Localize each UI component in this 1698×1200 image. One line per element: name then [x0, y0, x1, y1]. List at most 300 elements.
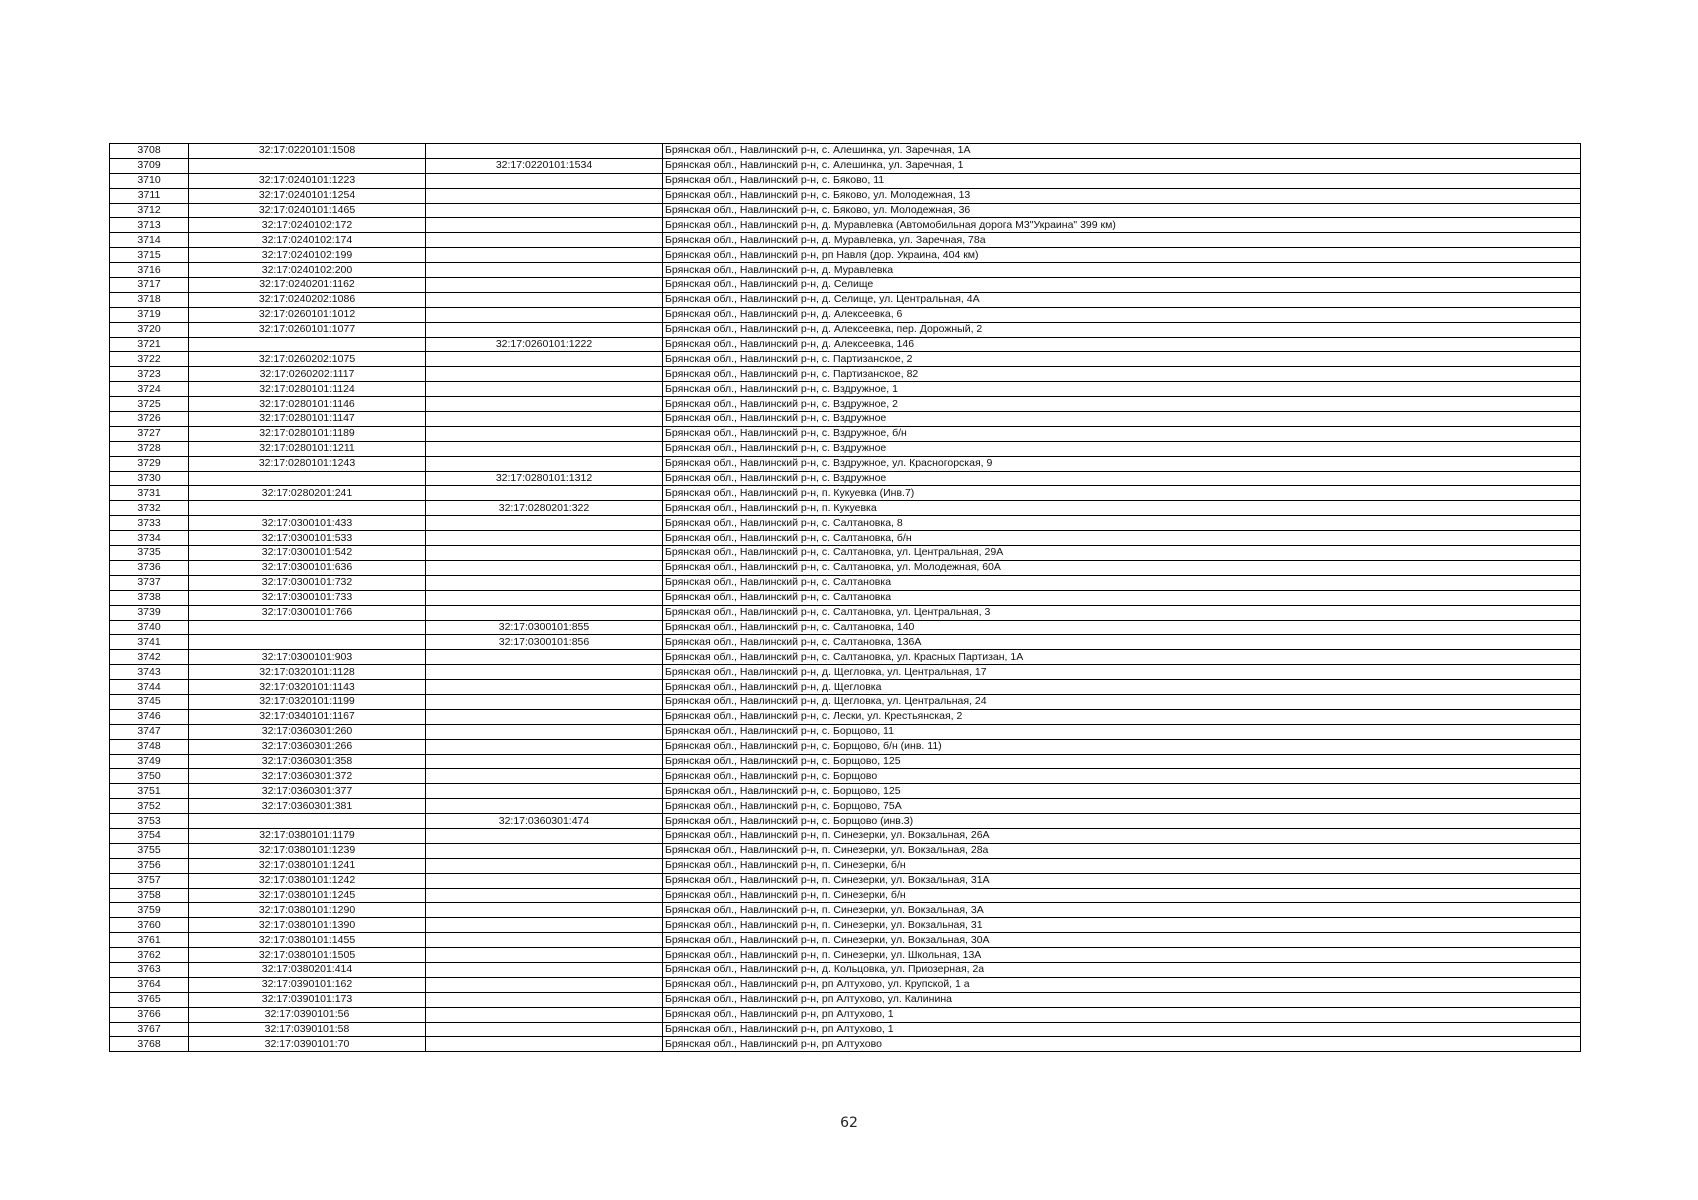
cadastral-number-alt: 32:17:0360301:474 — [426, 814, 663, 829]
row-number: 3763 — [110, 962, 189, 977]
cadastral-number: 32:17:0300101:542 — [189, 546, 426, 561]
table-row — [110, 635, 1581, 650]
address: Брянская обл., Навлинский р-н, д. Алексеевка, 146 — [663, 337, 1581, 352]
table-row — [110, 560, 1581, 575]
cadastral-number-alt — [426, 233, 663, 248]
cadastral-number: 32:17:0240102:172 — [189, 218, 426, 233]
table-row — [110, 769, 1581, 784]
address: Брянская обл., Навлинский р-н, с. Вздружное, б/н — [663, 426, 1581, 441]
table-row — [110, 784, 1581, 799]
table-row — [110, 709, 1581, 724]
row-number: 3733 — [110, 516, 189, 531]
row-number: 3756 — [110, 858, 189, 873]
cadastral-number: 32:17:0390101:173 — [189, 992, 426, 1007]
cadastral-number-alt — [426, 590, 663, 605]
address: Брянская обл., Навлинский р-н, с. Бяково, ул. Молодежная, 13 — [663, 188, 1581, 203]
address: Брянская обл., Навлинский р-н, д. Алексеевка, пер. Дорожный, 2 — [663, 322, 1581, 337]
address: Брянская обл., Навлинский р-н, с. Борщово, 125 — [663, 784, 1581, 799]
cadastral-number: 32:17:0390101:58 — [189, 1022, 426, 1037]
address: Брянская обл., Навлинский р-н, с. Салтановка — [663, 590, 1581, 605]
cadastral-number — [189, 337, 426, 352]
table-row — [110, 962, 1581, 977]
cadastral-number: 32:17:0260101:1012 — [189, 307, 426, 322]
address: Брянская обл., Навлинский р-н, с. Бяково, 11 — [663, 173, 1581, 188]
row-number: 3716 — [110, 263, 189, 278]
address: Брянская обл., Навлинский р-н, рп Алтухово, 1 — [663, 1007, 1581, 1022]
row-number: 3740 — [110, 620, 189, 635]
row-number: 3743 — [110, 665, 189, 680]
table-row — [110, 694, 1581, 709]
cadastral-number: 32:17:0280101:1146 — [189, 397, 426, 412]
cadastral-number: 32:17:0240102:199 — [189, 248, 426, 263]
table-row — [110, 605, 1581, 620]
table-row — [110, 144, 1581, 159]
table-row — [110, 426, 1581, 441]
table-row — [110, 754, 1581, 769]
address: Брянская обл., Навлинский р-н, д. Щегловка — [663, 680, 1581, 695]
row-number: 3747 — [110, 724, 189, 739]
cadastral-number-alt: 32:17:0280101:1312 — [426, 471, 663, 486]
address: Брянская обл., Навлинский р-н, п. Синезерки, ул. Вокзальная, 26А — [663, 828, 1581, 843]
table-row — [110, 546, 1581, 561]
row-number: 3732 — [110, 501, 189, 516]
cadastral-number: 32:17:0380101:1390 — [189, 918, 426, 933]
row-number: 3757 — [110, 873, 189, 888]
address: Брянская обл., Навлинский р-н, с. Вздружное — [663, 412, 1581, 427]
cadastral-number-alt — [426, 516, 663, 531]
address: Брянская обл., Навлинский р-н, рп Алтухово — [663, 1037, 1581, 1052]
cadastral-number-alt — [426, 962, 663, 977]
cadastral-number-alt — [426, 918, 663, 933]
table-row — [110, 590, 1581, 605]
table-row — [110, 367, 1581, 382]
table-row — [110, 620, 1581, 635]
address: Брянская обл., Навлинский р-н, с. Алешинка, ул. Заречная, 1 — [663, 158, 1581, 173]
address: Брянская обл., Навлинский р-н, п. Синезерки, ул. Вокзальная, 28а — [663, 843, 1581, 858]
address: Брянская обл., Навлинский р-н, с. Вздружное, 1 — [663, 382, 1581, 397]
cadastral-number: 32:17:0380101:1455 — [189, 933, 426, 948]
cadastral-number-alt — [426, 486, 663, 501]
cadastral-number-alt — [426, 560, 663, 575]
row-number: 3714 — [110, 233, 189, 248]
row-number: 3768 — [110, 1037, 189, 1052]
cadastral-number-alt — [426, 799, 663, 814]
cadastral-number — [189, 471, 426, 486]
cadastral-number: 32:17:0380101:1290 — [189, 903, 426, 918]
cadastral-number: 32:17:0220101:1508 — [189, 144, 426, 159]
table-row — [110, 828, 1581, 843]
address: Брянская обл., Навлинский р-н, с. Борщово, 125 — [663, 754, 1581, 769]
address: Брянская обл., Навлинский р-н, с. Партизанское, 82 — [663, 367, 1581, 382]
address: Брянская обл., Навлинский р-н, рп Алтухово, ул. Калинина — [663, 992, 1581, 1007]
address: Брянская обл., Навлинский р-н, с. Вздружное, ул. Красногорская, 9 — [663, 456, 1581, 471]
cadastral-number-alt — [426, 546, 663, 561]
cadastral-number-alt — [426, 173, 663, 188]
row-number: 3734 — [110, 531, 189, 546]
table-row — [110, 903, 1581, 918]
cadastral-number: 32:17:0360301:358 — [189, 754, 426, 769]
table-row — [110, 307, 1581, 322]
table-row — [110, 575, 1581, 590]
cadastral-number-alt — [426, 412, 663, 427]
cadastral-number-alt — [426, 441, 663, 456]
cadastral-number-alt — [426, 1037, 663, 1052]
address: Брянская обл., Навлинский р-н, п. Синезерки, ул. Школьная, 13А — [663, 948, 1581, 963]
address: Брянская обл., Навлинский р-н, п. Синезерки, ул. Вокзальная, 31 — [663, 918, 1581, 933]
row-number: 3744 — [110, 680, 189, 695]
cadastral-number-alt — [426, 307, 663, 322]
cadastral-number: 32:17:0380101:1239 — [189, 843, 426, 858]
cadastral-number: 32:17:0360301:260 — [189, 724, 426, 739]
table-row — [110, 173, 1581, 188]
cadastral-number: 32:17:0280101:1124 — [189, 382, 426, 397]
address: Брянская обл., Навлинский р-н, с. Салтановка, 140 — [663, 620, 1581, 635]
row-number: 3722 — [110, 352, 189, 367]
cadastral-number-alt — [426, 665, 663, 680]
cadastral-number-alt — [426, 739, 663, 754]
table-row — [110, 263, 1581, 278]
row-number: 3723 — [110, 367, 189, 382]
table-row — [110, 158, 1581, 173]
table-row — [110, 501, 1581, 516]
cadastral-number: 32:17:0240101:1465 — [189, 203, 426, 218]
cadastral-number: 32:17:0360301:377 — [189, 784, 426, 799]
table-row — [110, 486, 1581, 501]
row-number: 3752 — [110, 799, 189, 814]
cadastral-number-alt — [426, 426, 663, 441]
cadastral-number — [189, 814, 426, 829]
cadastral-number-alt — [426, 144, 663, 159]
cadastral-number: 32:17:0380101:1179 — [189, 828, 426, 843]
cadastral-number: 32:17:0380101:1505 — [189, 948, 426, 963]
cadastral-number-alt — [426, 724, 663, 739]
address: Брянская обл., Навлинский р-н, д. Кольцовка, ул. Приозерная, 2а — [663, 962, 1581, 977]
cadastral-number: 32:17:0360301:266 — [189, 739, 426, 754]
row-number: 3750 — [110, 769, 189, 784]
address: Брянская обл., Навлинский р-н, д. Щегловка, ул. Центральная, 24 — [663, 694, 1581, 709]
address: Брянская обл., Навлинский р-н, д. Муравлевка (Автомобильная дорога М3"Украина" 399 км) — [663, 218, 1581, 233]
cadastral-number-alt — [426, 218, 663, 233]
address: Брянская обл., Навлинский р-н, д. Щегловка, ул. Центральная, 17 — [663, 665, 1581, 680]
cadastral-number — [189, 158, 426, 173]
registry-table-body — [110, 144, 1581, 1052]
address: Брянская обл., Навлинский р-н, с. Салтановка — [663, 575, 1581, 590]
table-row — [110, 1007, 1581, 1022]
address: Брянская обл., Навлинский р-н, д. Муравлевка — [663, 263, 1581, 278]
cadastral-number-alt: 32:17:0280201:322 — [426, 501, 663, 516]
cadastral-number: 32:17:0320101:1143 — [189, 680, 426, 695]
cadastral-number: 32:17:0240102:174 — [189, 233, 426, 248]
address: Брянская обл., Навлинский р-н, с. Вздружное, 2 — [663, 397, 1581, 412]
cadastral-number: 32:17:0300101:732 — [189, 575, 426, 590]
cadastral-number-alt — [426, 263, 663, 278]
cadastral-number-alt — [426, 694, 663, 709]
cadastral-number-alt — [426, 650, 663, 665]
address: Брянская обл., Навлинский р-н, п. Синезерки, б/н — [663, 858, 1581, 873]
address: Брянская обл., Навлинский р-н, п. Кукуевка (Инв.7) — [663, 486, 1581, 501]
cadastral-number: 32:17:0300101:733 — [189, 590, 426, 605]
row-number: 3767 — [110, 1022, 189, 1037]
row-number: 3753 — [110, 814, 189, 829]
table-row — [110, 531, 1581, 546]
table-row — [110, 933, 1581, 948]
row-number: 3754 — [110, 828, 189, 843]
cadastral-number: 32:17:0240201:1162 — [189, 278, 426, 293]
cadastral-number-alt — [426, 188, 663, 203]
row-number: 3761 — [110, 933, 189, 948]
row-number: 3709 — [110, 158, 189, 173]
row-number: 3738 — [110, 590, 189, 605]
cadastral-number-alt — [426, 575, 663, 590]
cadastral-number-alt — [426, 292, 663, 307]
table-row — [110, 292, 1581, 307]
cadastral-number-alt — [426, 858, 663, 873]
row-number: 3725 — [110, 397, 189, 412]
cadastral-number: 32:17:0280101:1243 — [189, 456, 426, 471]
table-row — [110, 873, 1581, 888]
cadastral-number-alt — [426, 322, 663, 337]
row-number: 3724 — [110, 382, 189, 397]
row-number: 3712 — [110, 203, 189, 218]
table-row — [110, 441, 1581, 456]
row-number: 3759 — [110, 903, 189, 918]
cadastral-number: 32:17:0260202:1117 — [189, 367, 426, 382]
address: Брянская обл., Навлинский р-н, д. Муравлевка, ул. Заречная, 78а — [663, 233, 1581, 248]
address: Брянская обл., Навлинский р-н, с. Салтановка, ул. Центральная, 3 — [663, 605, 1581, 620]
cadastral-number-alt — [426, 843, 663, 858]
address: Брянская обл., Навлинский р-н, п. Кукуевка — [663, 501, 1581, 516]
table-row — [110, 665, 1581, 680]
cadastral-number-alt — [426, 992, 663, 1007]
cadastral-number: 32:17:0380101:1241 — [189, 858, 426, 873]
cadastral-number: 32:17:0260202:1075 — [189, 352, 426, 367]
cadastral-number-alt — [426, 903, 663, 918]
table-row — [110, 322, 1581, 337]
row-number: 3711 — [110, 188, 189, 203]
row-number: 3739 — [110, 605, 189, 620]
registry-table — [109, 143, 1581, 1052]
cadastral-number-alt — [426, 769, 663, 784]
table-row — [110, 233, 1581, 248]
row-number: 3762 — [110, 948, 189, 963]
address: Брянская обл., Навлинский р-н, с. Салтановка, 8 — [663, 516, 1581, 531]
row-number: 3721 — [110, 337, 189, 352]
cadastral-number-alt — [426, 888, 663, 903]
cadastral-number-alt — [426, 933, 663, 948]
cadastral-number-alt — [426, 977, 663, 992]
table-row — [110, 337, 1581, 352]
address: Брянская обл., Навлинский р-н, с. Салтановка, 136А — [663, 635, 1581, 650]
table-row — [110, 516, 1581, 531]
table-row — [110, 843, 1581, 858]
address: Брянская обл., Навлинский р-н, с. Вздружное — [663, 471, 1581, 486]
row-number: 3737 — [110, 575, 189, 590]
cadastral-number-alt — [426, 709, 663, 724]
cadastral-number-alt — [426, 382, 663, 397]
table-row — [110, 412, 1581, 427]
address: Брянская обл., Навлинский р-н, с. Алешинка, ул. Заречная, 1А — [663, 144, 1581, 159]
cadastral-number-alt — [426, 456, 663, 471]
cadastral-number: 32:17:0320101:1199 — [189, 694, 426, 709]
cadastral-number: 32:17:0390101:162 — [189, 977, 426, 992]
row-number: 3727 — [110, 426, 189, 441]
cadastral-number-alt — [426, 278, 663, 293]
cadastral-number: 32:17:0300101:766 — [189, 605, 426, 620]
cadastral-number-alt: 32:17:0300101:855 — [426, 620, 663, 635]
row-number: 3741 — [110, 635, 189, 650]
address: Брянская обл., Навлинский р-н, с. Борщово, 75А — [663, 799, 1581, 814]
table-row — [110, 397, 1581, 412]
row-number: 3755 — [110, 843, 189, 858]
cadastral-number-alt — [426, 605, 663, 620]
cadastral-number — [189, 620, 426, 635]
cadastral-number: 32:17:0300101:533 — [189, 531, 426, 546]
cadastral-number-alt — [426, 948, 663, 963]
row-number: 3748 — [110, 739, 189, 754]
cadastral-number: 32:17:0260101:1077 — [189, 322, 426, 337]
row-number: 3745 — [110, 694, 189, 709]
address: Брянская обл., Навлинский р-н, п. Синезерки, ул. Вокзальная, 31А — [663, 873, 1581, 888]
address: Брянская обл., Навлинский р-н, д. Селище — [663, 278, 1581, 293]
cadastral-number: 32:17:0360301:381 — [189, 799, 426, 814]
cadastral-number: 32:17:0280201:241 — [189, 486, 426, 501]
row-number: 3749 — [110, 754, 189, 769]
table-row — [110, 471, 1581, 486]
table-row — [110, 218, 1581, 233]
cadastral-number: 32:17:0300101:636 — [189, 560, 426, 575]
cadastral-number-alt — [426, 352, 663, 367]
cadastral-number: 32:17:0360301:372 — [189, 769, 426, 784]
table-row — [110, 739, 1581, 754]
table-row — [110, 248, 1581, 263]
address: Брянская обл., Навлинский р-н, рп Навля (дор. Украина, 404 км) — [663, 248, 1581, 263]
table-row — [110, 799, 1581, 814]
row-number: 3760 — [110, 918, 189, 933]
table-row — [110, 382, 1581, 397]
cadastral-number: 32:17:0280101:1211 — [189, 441, 426, 456]
row-number: 3746 — [110, 709, 189, 724]
row-number: 3720 — [110, 322, 189, 337]
row-number: 3729 — [110, 456, 189, 471]
table-row — [110, 680, 1581, 695]
row-number: 3766 — [110, 1007, 189, 1022]
page-number: 62 — [840, 1115, 858, 1131]
row-number: 3708 — [110, 144, 189, 159]
row-number: 3717 — [110, 278, 189, 293]
table-row — [110, 456, 1581, 471]
cadastral-number-alt — [426, 680, 663, 695]
cadastral-number-alt — [426, 873, 663, 888]
cadastral-number-alt — [426, 1022, 663, 1037]
row-number: 3765 — [110, 992, 189, 1007]
cadastral-number-alt: 32:17:0220101:1534 — [426, 158, 663, 173]
table-row — [110, 977, 1581, 992]
row-number: 3742 — [110, 650, 189, 665]
cadastral-number: 32:17:0280101:1189 — [189, 426, 426, 441]
row-number: 3715 — [110, 248, 189, 263]
row-number: 3751 — [110, 784, 189, 799]
cadastral-number — [189, 635, 426, 650]
table-row — [110, 650, 1581, 665]
row-number: 3731 — [110, 486, 189, 501]
address: Брянская обл., Навлинский р-н, д. Алексеевка, 6 — [663, 307, 1581, 322]
cadastral-number — [189, 501, 426, 516]
row-number: 3735 — [110, 546, 189, 561]
row-number: 3719 — [110, 307, 189, 322]
address: Брянская обл., Навлинский р-н, с. Борщово — [663, 769, 1581, 784]
cadastral-number: 32:17:0380201:414 — [189, 962, 426, 977]
address: Брянская обл., Навлинский р-н, с. Салтановка, ул. Центральная, 29А — [663, 546, 1581, 561]
cadastral-number: 32:17:0240102:200 — [189, 263, 426, 278]
row-number: 3718 — [110, 292, 189, 307]
address: Брянская обл., Навлинский р-н, с. Партизанское, 2 — [663, 352, 1581, 367]
cadastral-number-alt — [426, 754, 663, 769]
address: Брянская обл., Навлинский р-н, с. Борщово, 11 — [663, 724, 1581, 739]
address: Брянская обл., Навлинский р-н, с. Борщово (инв.3) — [663, 814, 1581, 829]
table-row — [110, 188, 1581, 203]
row-number: 3736 — [110, 560, 189, 575]
address: Брянская обл., Навлинский р-н, п. Синезерки, б/н — [663, 888, 1581, 903]
row-number: 3764 — [110, 977, 189, 992]
address: Брянская обл., Навлинский р-н, д. Селище, ул. Центральная, 4А — [663, 292, 1581, 307]
table-row — [110, 858, 1581, 873]
cadastral-number: 32:17:0240101:1254 — [189, 188, 426, 203]
row-number: 3713 — [110, 218, 189, 233]
cadastral-number-alt: 32:17:0260101:1222 — [426, 337, 663, 352]
cadastral-number-alt: 32:17:0300101:856 — [426, 635, 663, 650]
table-row — [110, 992, 1581, 1007]
cadastral-number: 32:17:0240101:1223 — [189, 173, 426, 188]
table-row — [110, 724, 1581, 739]
cadastral-number-alt — [426, 367, 663, 382]
cadastral-number: 32:17:0390101:70 — [189, 1037, 426, 1052]
address: Брянская обл., Навлинский р-н, рп Алтухово, 1 — [663, 1022, 1581, 1037]
table-row — [110, 888, 1581, 903]
row-number: 3728 — [110, 441, 189, 456]
row-number: 3758 — [110, 888, 189, 903]
table-row — [110, 352, 1581, 367]
row-number: 3726 — [110, 412, 189, 427]
address: Брянская обл., Навлинский р-н, с. Салтановка, б/н — [663, 531, 1581, 546]
cadastral-number-alt — [426, 397, 663, 412]
address: Брянская обл., Навлинский р-н, с. Салтановка, ул. Красных Партизан, 1А — [663, 650, 1581, 665]
cadastral-number: 32:17:0340101:1167 — [189, 709, 426, 724]
row-number: 3710 — [110, 173, 189, 188]
cadastral-number: 32:17:0280101:1147 — [189, 412, 426, 427]
cadastral-number: 32:17:0240202:1086 — [189, 292, 426, 307]
table-row — [110, 1022, 1581, 1037]
cadastral-number: 32:17:0380101:1242 — [189, 873, 426, 888]
table-row — [110, 203, 1581, 218]
table-row — [110, 948, 1581, 963]
address: Брянская обл., Навлинский р-н, с. Борщово, б/н (инв. 11) — [663, 739, 1581, 754]
table-row — [110, 278, 1581, 293]
cadastral-number: 32:17:0320101:1128 — [189, 665, 426, 680]
table-row — [110, 918, 1581, 933]
cadastral-number-alt — [426, 531, 663, 546]
address: Брянская обл., Навлинский р-н, с. Вздружное — [663, 441, 1581, 456]
cadastral-number-alt — [426, 1007, 663, 1022]
cadastral-number: 32:17:0390101:56 — [189, 1007, 426, 1022]
address: Брянская обл., Навлинский р-н, п. Синезерки, ул. Вокзальная, 30А — [663, 933, 1581, 948]
address: Брянская обл., Навлинский р-н, с. Лески, ул. Крестьянская, 2 — [663, 709, 1581, 724]
cadastral-number: 32:17:0300101:433 — [189, 516, 426, 531]
cadastral-number-alt — [426, 784, 663, 799]
table-row — [110, 1037, 1581, 1052]
address: Брянская обл., Навлинский р-н, с. Салтановка, ул. Молодежная, 60А — [663, 560, 1581, 575]
cadastral-number: 32:17:0300101:903 — [189, 650, 426, 665]
address: Брянская обл., Навлинский р-н, п. Синезерки, ул. Вокзальная, 3А — [663, 903, 1581, 918]
